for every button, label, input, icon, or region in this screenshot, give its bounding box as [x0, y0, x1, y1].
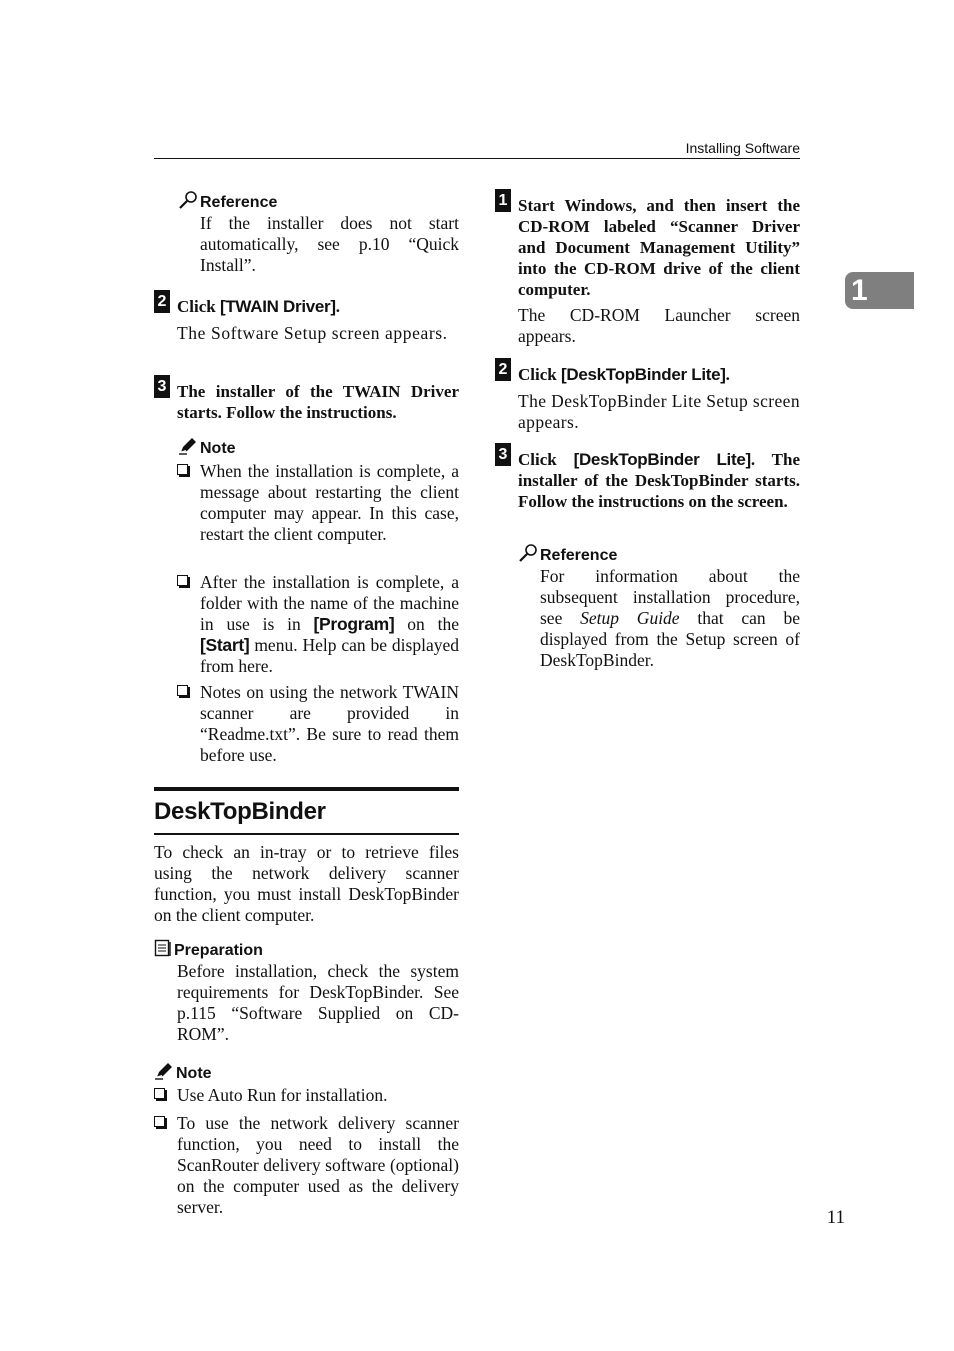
step-block	[518, 195, 800, 347]
reference-block	[518, 544, 800, 671]
list-item: When the installation is complete, a message about restarting the client computer may appear. In this case, restart the client computer.	[177, 461, 459, 566]
step-block	[177, 381, 459, 423]
step-body: The Software Setup screen appears.	[177, 323, 448, 343]
step-body: The CD-ROM Launcher screen appears.	[518, 305, 800, 346]
reference-heading: Reference	[178, 191, 459, 213]
step-number: 2	[154, 290, 170, 313]
reference-text: For information about the subsequent installation procedure, see Setup Guide that can be displayed from the Setup screen of DeskTopBinder.	[540, 566, 800, 670]
step-number: 1	[495, 189, 511, 212]
magnifier-icon	[178, 191, 198, 209]
pencil-icon	[154, 1062, 174, 1080]
section-rule-bottom	[154, 833, 459, 835]
header-rule	[154, 158, 800, 159]
desktopbinder-lite-button-label: [DeskTopBinder Lite]	[573, 450, 751, 469]
pencil-icon	[178, 437, 198, 455]
list-item: Notes on using the network TWAIN scanner are provided in “Readme.txt”. Be sure to read them before use.	[177, 682, 459, 766]
step-number: 2	[495, 358, 511, 381]
checkbox-bullet-icon	[154, 1116, 165, 1127]
section-intro: To check an in-tray or to retrieve files using the network delivery scanner function, you must install DeskTopBinder on the client computer.	[154, 842, 459, 925]
list-item: After the installation is complete, a folder with the name of the machine in use is in [Program] on the [Start] menu. Help can be displayed from here.	[177, 572, 459, 677]
reference-block	[178, 191, 459, 276]
step-title: Start Windows, and then insert the CD-ROM labeled “Scanner Driver and Document Management Utility” into the CD-ROM drive of the client computer.	[518, 196, 800, 299]
twain-driver-button-label: [TWAIN Driver]	[219, 297, 336, 316]
chapter-tab: 1	[845, 272, 914, 309]
preparation-text: Before installation, check the system requirements for DeskTopBinder. See p.115 “Software Supplied on CD-ROM”.	[177, 961, 459, 1044]
step-number: 3	[154, 375, 170, 398]
checkbox-bullet-icon	[177, 575, 188, 586]
step-body: The DeskTopBinder Lite Setup screen appears.	[518, 391, 801, 432]
preparation-heading: Preparation	[154, 939, 459, 961]
step-title: Click [DeskTopBinder Lite]. The installer of the DeskTopBinder starts. Follow the instructions on the screen.	[518, 450, 800, 511]
section-rule-top	[154, 787, 459, 791]
step-block	[177, 296, 459, 344]
magnifier-icon	[518, 544, 538, 562]
step-block	[518, 449, 800, 512]
preparation-block	[154, 939, 459, 1045]
note-block	[178, 437, 459, 459]
step-block	[518, 364, 800, 433]
list-item: Use Auto Run for installation.	[154, 1085, 459, 1107]
step-number: 3	[495, 443, 511, 466]
page-number: 11	[826, 1207, 845, 1228]
reference-heading: Reference	[518, 544, 800, 566]
reference-text: If the installer does not start automatically, see p.10 “Quick Install”.	[200, 213, 459, 275]
running-header: Installing Software	[685, 140, 800, 156]
desktopbinder-lite-button-label: [DeskTopBinder Lite]	[560, 365, 726, 384]
note-heading: Note	[178, 437, 459, 459]
checkbox-bullet-icon	[154, 1088, 165, 1099]
program-menu-label: [Program]	[313, 614, 395, 634]
note-block	[154, 1062, 459, 1084]
step-title: Click [TWAIN Driver].	[177, 297, 340, 316]
step-title: Click [DeskTopBinder Lite].	[518, 365, 730, 384]
setup-guide-title: Setup Guide	[580, 608, 680, 628]
checkbox-bullet-icon	[177, 685, 188, 696]
step-title: The installer of the TWAIN Driver starts. Follow the instructions.	[177, 382, 459, 422]
note-heading: Note	[154, 1062, 459, 1084]
section-title: DeskTopBinder	[154, 798, 326, 825]
list-item: To use the network delivery scanner function, you need to install the ScanRouter delivery software (optional) on the computer used as the delivery server.	[154, 1113, 459, 1218]
start-menu-label: [Start]	[200, 635, 250, 655]
checkbox-bullet-icon	[177, 464, 188, 475]
checklist-icon	[154, 939, 172, 957]
